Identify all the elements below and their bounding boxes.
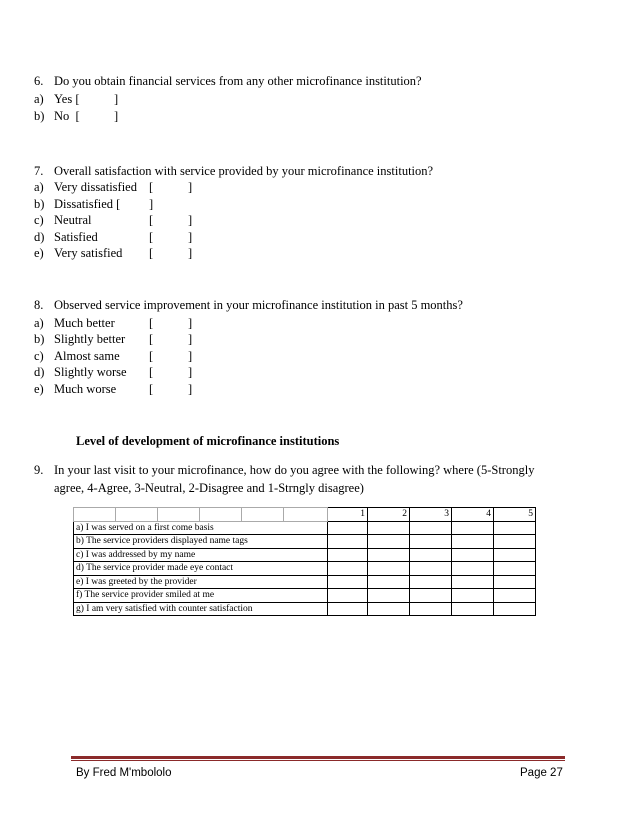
rating-cell[interactable] (494, 575, 536, 589)
statement-cell: d) The service provider made eye contact (74, 562, 328, 576)
rating-cell[interactable] (452, 589, 494, 603)
rating-cell[interactable] (452, 602, 494, 616)
rating-cell[interactable] (368, 575, 410, 589)
rating-cell[interactable] (410, 521, 452, 535)
option-label: Dissatisfied [ (54, 197, 121, 211)
rating-cell[interactable] (494, 562, 536, 576)
table-cell (200, 508, 242, 522)
option-letter: c) (34, 213, 44, 227)
option-bracket-close: ] (188, 213, 193, 227)
option-bracket-close: ] (188, 230, 193, 244)
rating-cell[interactable] (328, 521, 368, 535)
question-text: Overall satisfaction with service provided by your microfinance institution? (54, 164, 434, 178)
option-bracket-close: ] (149, 197, 154, 211)
rating-cell[interactable] (410, 602, 452, 616)
option-bracket-close: ] (114, 92, 119, 106)
table-header-row (74, 508, 536, 522)
table-row (74, 535, 536, 549)
footer-rule (71, 756, 565, 759)
statement-cell: f) The service provider smiled at me (74, 589, 328, 603)
statement-cell: e) I was greeted by the provider (74, 575, 328, 589)
rating-cell[interactable] (494, 589, 536, 603)
option-letter: d) (34, 230, 45, 244)
scale-header-2: 2 (368, 508, 410, 522)
rating-cell[interactable] (452, 575, 494, 589)
statement-cell: b) The service providers displayed name tags (74, 535, 328, 549)
option-label: Much worse (54, 382, 117, 396)
option-label: Very dissatisfied (54, 180, 137, 194)
option-bracket-open: [ (149, 382, 154, 396)
option-letter: b) (34, 109, 45, 123)
option-letter: d) (34, 365, 45, 379)
rating-cell[interactable] (452, 521, 494, 535)
rating-cell[interactable] (410, 589, 452, 603)
table-row (74, 562, 536, 576)
table-row (74, 575, 536, 589)
option-bracket-close: ] (188, 332, 193, 346)
option-bracket-close: ] (188, 365, 193, 379)
table-cell (74, 508, 116, 522)
option-label: Slightly worse (54, 365, 127, 379)
option-letter: c) (34, 349, 44, 363)
option-bracket-open: [ (149, 180, 154, 194)
option-label: No [ (54, 109, 80, 123)
question-number: 9. (34, 463, 44, 477)
rating-cell[interactable] (452, 535, 494, 549)
table-cell (242, 508, 284, 522)
rating-cell[interactable] (410, 535, 452, 549)
option-bracket-open: [ (149, 213, 154, 227)
option-bracket-close: ] (188, 316, 193, 330)
option-letter: a) (34, 316, 44, 330)
footer-page-number: Page 27 (520, 767, 563, 779)
section-heading: Level of development of microfinance institutions (76, 434, 340, 448)
option-letter: e) (34, 246, 44, 260)
statement-cell: a) I was served on a first come basis (74, 521, 328, 535)
rating-cell[interactable] (328, 575, 368, 589)
rating-cell[interactable] (368, 602, 410, 616)
rating-cell[interactable] (494, 602, 536, 616)
rating-cell[interactable] (494, 535, 536, 549)
rating-cell[interactable] (328, 602, 368, 616)
option-label: Neutral (54, 213, 92, 227)
rating-cell[interactable] (494, 548, 536, 562)
rating-cell[interactable] (368, 521, 410, 535)
question-number: 7. (34, 164, 44, 178)
option-bracket-open: [ (149, 349, 154, 363)
rating-cell[interactable] (410, 575, 452, 589)
question-number: 8. (34, 298, 44, 312)
rating-cell[interactable] (410, 562, 452, 576)
option-bracket-close: ] (188, 180, 193, 194)
question-text-line1: In your last visit to your microfinance, how do you agree with the following? where (5-Strongly (54, 463, 535, 477)
option-bracket-open: [ (149, 246, 154, 260)
option-label: Very satisfied (54, 246, 123, 260)
rating-cell[interactable] (494, 521, 536, 535)
rating-cell[interactable] (368, 589, 410, 603)
scale-header-4: 4 (452, 508, 494, 522)
table-row (74, 548, 536, 562)
statement-cell: g) I am very satisfied with counter satisfaction (74, 602, 328, 616)
rating-cell[interactable] (328, 548, 368, 562)
question-text: Do you obtain financial services from any other microfinance institution? (54, 74, 422, 88)
option-bracket-open: [ (149, 230, 154, 244)
table-row (74, 589, 536, 603)
option-label: Slightly better (54, 332, 126, 346)
rating-cell[interactable] (368, 562, 410, 576)
rating-cell[interactable] (410, 548, 452, 562)
table-cell (284, 508, 328, 522)
table-cell (116, 508, 158, 522)
statement-cell: c) I was addressed by my name (74, 548, 328, 562)
footer-author: By Fred M'mbololo (76, 767, 172, 779)
likert-table (73, 507, 536, 616)
scale-header-1: 1 (328, 508, 368, 522)
option-letter: a) (34, 180, 44, 194)
table-row (74, 521, 536, 535)
option-bracket-close: ] (188, 246, 193, 260)
rating-cell[interactable] (452, 562, 494, 576)
question-text: Observed service improvement in your microfinance institution in past 5 months? (54, 298, 463, 312)
rating-cell[interactable] (452, 548, 494, 562)
option-letter: a) (34, 92, 44, 106)
table-row (74, 602, 536, 616)
table-cell (158, 508, 200, 522)
question-number: 6. (34, 74, 44, 88)
option-label: Yes [ (54, 92, 80, 106)
option-bracket-open: [ (149, 332, 154, 346)
rating-cell[interactable] (368, 548, 410, 562)
option-bracket-open: [ (149, 365, 154, 379)
option-label: Satisfied (54, 230, 98, 244)
option-bracket-close: ] (114, 109, 119, 123)
option-label: Much better (54, 316, 115, 330)
rating-cell[interactable] (328, 589, 368, 603)
option-letter: e) (34, 382, 44, 396)
option-letter: b) (34, 332, 45, 346)
rating-cell[interactable] (328, 562, 368, 576)
scale-header-3: 3 (410, 508, 452, 522)
option-bracket-open: [ (149, 316, 154, 330)
footer-rule-thin (71, 760, 565, 761)
option-bracket-close: ] (188, 349, 193, 363)
option-bracket-close: ] (188, 382, 193, 396)
option-letter: b) (34, 197, 45, 211)
rating-cell[interactable] (368, 535, 410, 549)
scale-header-5: 5 (494, 508, 536, 522)
rating-cell[interactable] (328, 535, 368, 549)
question-text-line2: agree, 4-Agree, 3-Neutral, 2-Disagree and 1-Strngly disagree) (54, 481, 364, 495)
option-label: Almost same (54, 349, 120, 363)
